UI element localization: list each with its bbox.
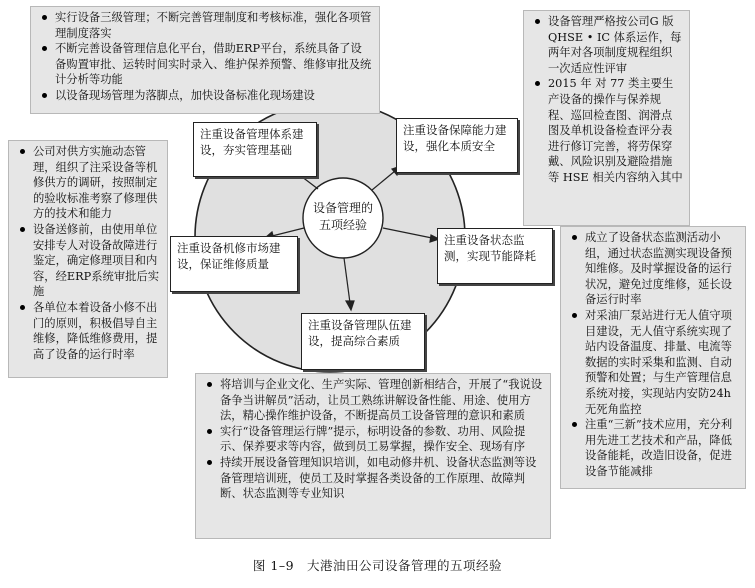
center-label bbox=[303, 200, 383, 234]
center-label-line1: 设备管理的 bbox=[312, 201, 373, 215]
panel-top-left-item: 不断完善设备管理信息化平台，借助ERP平台，系统具备了设备购置审批、运转时间实时录入、维护保养预警、维修审批及统计分析等功能 bbox=[37, 41, 373, 88]
panel-bottom bbox=[195, 373, 551, 539]
panel-left-item: 各单位本着设备小修不出门的原则，积极倡导自主维修，降低维修费用，提高了设备的运行时率 bbox=[15, 300, 161, 362]
box-team-building: 注重设备管理队伍建设，提高综合素质 bbox=[301, 313, 425, 370]
panel-right-item: 成立了设备状态监测活动小组，通过状态监测实现设备预知维修。及时掌握设备的运行状况，避免过度维修，延长设备运行时率 bbox=[567, 230, 739, 308]
panel-top-right-item: 2015 年 对 77 类主要生产设备的操作与保养规程、巡回检查图、润滑点图及单机设备检查评分表进行修订完善，将劳保穿戴、风险识别及避险措施等 HSE 相关内容纳入其中 bbox=[530, 76, 683, 185]
figure-caption: 图 1–9 大港油田公司设备管理的五项经验 bbox=[252, 558, 503, 573]
panel-left bbox=[8, 140, 168, 378]
panel-top-right-item: 设备管理严格按公司G 版 QHSE • IC 体系运作，每两年对各项制度规程组织一次适应性评审 bbox=[530, 14, 683, 76]
panel-left-item: 公司对供方实施动态管理，组织了注采设备等机修供方的调研，按照制定的验收标准考察了修理供方的技术和能力 bbox=[15, 144, 161, 222]
panel-right-item: 对采油厂泵站进行无人值守项目建设，无人值守系统实现了站内设备温度、排量、电流等数据的实时采集和监测、自动预警和处置；与生产管理信息系统对接，实现站内安防24h无死角监控 bbox=[567, 308, 739, 417]
box-repair-market: 注重设备机修市场建设，保证维修质量 bbox=[170, 236, 298, 292]
box-system-building: 注重设备管理体系建设，夯实管理基础 bbox=[193, 122, 317, 177]
panel-top-left-item: 实行设备三级管理；不断完善管理制度和考核标准，强化各项管理制度落实 bbox=[37, 10, 373, 41]
panel-left-item: 设备送修前，由使用单位安排专人对设备故障进行鉴定，确定修理项目和内容，经ERP系统审批后实施 bbox=[15, 222, 161, 300]
panel-bottom-item: 实行“设备管理运行牌”提示，标明设备的参数、功用、风险提示、保养要求等内容，做到员工易掌握，操作安全、现场有序 bbox=[202, 424, 544, 455]
panel-top-right bbox=[523, 10, 690, 226]
panel-bottom-item: 将培训与企业文化、生产实际、管理创新相结合，开展了“我说设备争当讲解员”活动，让员工熟练讲解设备性能、用途、使用方法，精心操作维护设备，不断提高员工设备管理的意识和素质 bbox=[202, 377, 544, 424]
box-guarantee-capability: 注重设备保障能力建设，强化本质安全 bbox=[396, 118, 518, 173]
panel-bottom-item: 持续开展设备管理知识培训，如电动修井机、设备状态监测等设备管理培训班，使员工及时掌握各类设备的工作原理、故障判断、状态监测等专业知识 bbox=[202, 455, 544, 502]
panel-top-left bbox=[30, 6, 380, 114]
center-label-line2: 五项经验 bbox=[318, 218, 367, 232]
box-status-monitoring: 注重设备状态监测，实现节能降耗 bbox=[437, 228, 553, 284]
panel-top-left-item: 以设备现场管理为落脚点，加快设备标准化现场建设 bbox=[37, 88, 373, 104]
panel-right-item: 注重“三新”技术应用，充分利用先进工艺技术和产品，降低设备能耗，改造旧设备，促进设备节能减排 bbox=[567, 417, 739, 479]
panel-right bbox=[560, 226, 746, 489]
